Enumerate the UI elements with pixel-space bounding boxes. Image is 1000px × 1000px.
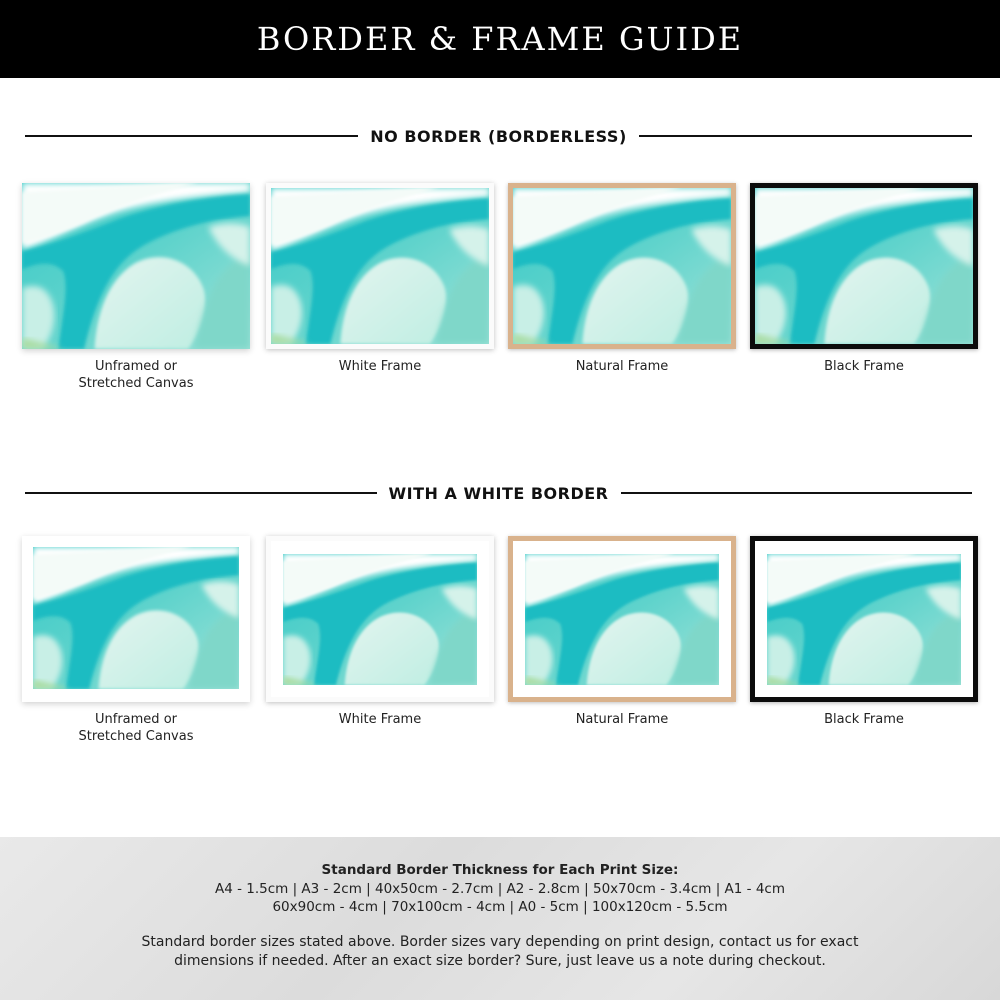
frame-caption: Unframed or Stretched Canvas [78, 712, 194, 744]
frame-row-white-border [0, 536, 1000, 756]
frame-caption: Unframed or Stretched Canvas [78, 359, 194, 391]
frame-row-borderless [0, 183, 1000, 403]
border-note: Standard border sizes stated above. Border sizes vary depending on print design, contact us for exact dimensions if needed. After an exact size border? Sure, just leave us a note during checkout. [141, 934, 859, 969]
divider-line [25, 135, 358, 137]
frame-preview [508, 183, 736, 349]
section-heading-white-border [25, 481, 972, 505]
section-title: WITH A WHITE BORDER [388, 483, 609, 503]
frame-caption: Natural Frame [575, 359, 669, 374]
frame-preview [750, 536, 978, 702]
page-header [0, 0, 1000, 78]
frame-caption: White Frame [338, 359, 422, 374]
section-title: NO BORDER (BORDERLESS) [370, 126, 627, 146]
artwork-image [513, 188, 731, 344]
artwork-image [22, 183, 250, 349]
border-sizes-line-2: 60x90cm - 4cm | 70x100cm - 4cm | A0 - 5cm | 100x120cm - 5.5cm [272, 899, 728, 915]
artwork-image [283, 554, 477, 685]
frame-preview [266, 536, 494, 702]
artwork-image [33, 547, 239, 689]
frame-preview [266, 183, 494, 349]
border-sizes-line-1: A4 - 1.5cm | A3 - 2cm | 40x50cm - 2.7cm | A2 - 2.8cm | 50x70cm - 3.4cm | A1 - 4cm [214, 881, 785, 897]
page-title: BORDER & FRAME GUIDE [256, 20, 744, 58]
frame-caption: Natural Frame [575, 712, 669, 727]
frame-preview [22, 536, 250, 702]
frame-caption: Black Frame [824, 712, 904, 727]
artwork-image [525, 554, 719, 685]
divider-line [621, 492, 973, 494]
border-info-footer [0, 837, 1000, 1000]
section-heading-borderless [25, 124, 972, 148]
artwork-image [755, 188, 973, 344]
border-thickness-title: Standard Border Thickness for Each Print Size: [321, 862, 679, 878]
frame-preview [22, 183, 250, 349]
artwork-image [767, 554, 961, 685]
divider-line [25, 492, 377, 494]
frame-preview [750, 183, 978, 349]
frame-caption: Black Frame [824, 359, 904, 374]
artwork-image [271, 188, 489, 344]
frame-preview [508, 536, 736, 702]
divider-line [639, 135, 972, 137]
frame-caption: White Frame [338, 712, 422, 727]
